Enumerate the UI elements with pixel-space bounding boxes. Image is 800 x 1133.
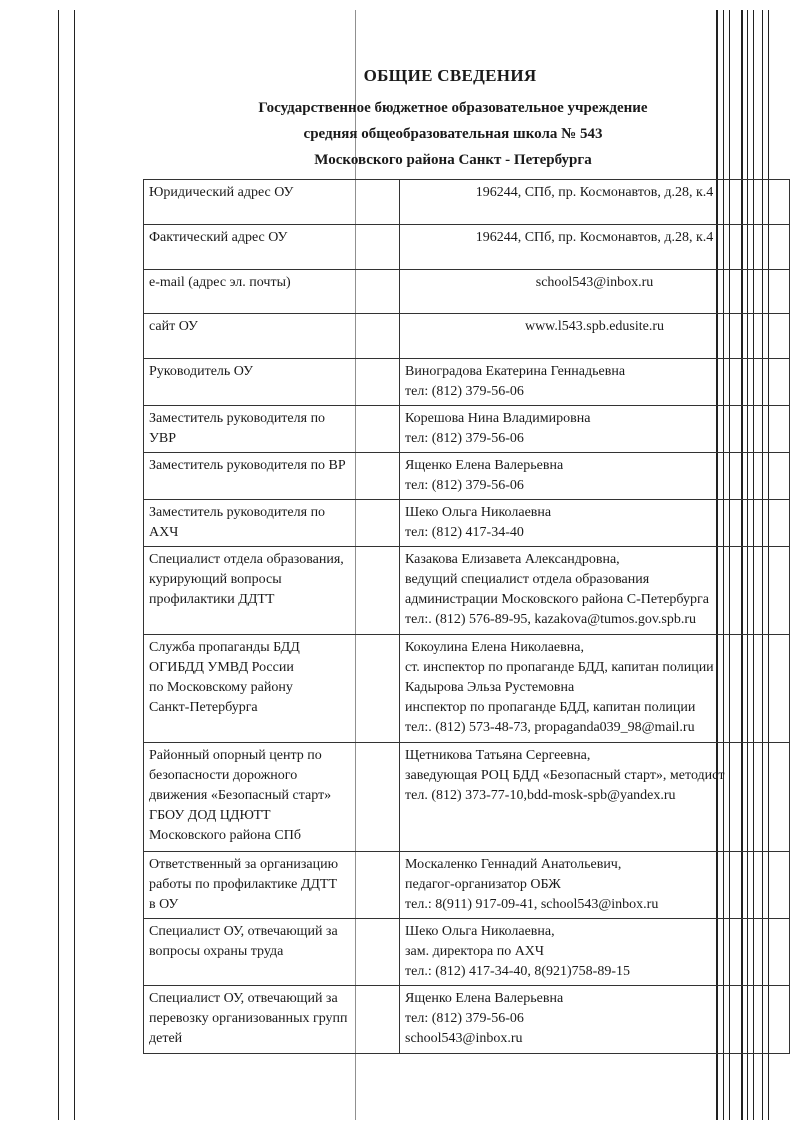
row-label	[144, 500, 400, 547]
row-label	[144, 547, 400, 635]
row-value	[400, 453, 790, 500]
label-line: безопасности дорожного	[149, 768, 298, 783]
value-line: тел:. (812) 573-48-73, propaganda039_98@mail.ru	[405, 720, 695, 735]
value-line: Корешова Нина Владимировна	[405, 411, 591, 426]
label-line: курирующий вопросы	[149, 572, 282, 587]
label-line: Заместитель руководителя по	[149, 505, 326, 520]
table-row	[144, 547, 790, 635]
subtitle-line-3: Московского района Санкт - Петербурга	[314, 152, 592, 168]
label-line: ОГИБДД УМВД России	[149, 660, 294, 675]
subtitle-line-1: Государственное бюджетное образовательное учреждение	[258, 100, 648, 116]
value-line: тел: (812) 379-56-06	[405, 1011, 524, 1026]
table-row	[144, 180, 790, 225]
label-line: работы по профилактике ДДТТ	[149, 877, 338, 892]
table-row	[144, 986, 790, 1054]
info-table	[143, 179, 790, 1054]
row-label	[144, 314, 400, 359]
label-line: Юридический адрес ОУ	[149, 185, 294, 200]
row-label	[144, 743, 400, 852]
value-line: тел. (812) 373-77-10,bdd-mosk-spb@yandex.ru	[405, 788, 676, 803]
value-line: тел: (812) 379-56-06	[405, 384, 524, 399]
value-line: Ященко Елена Валерьевна	[405, 991, 564, 1006]
row-value	[400, 919, 790, 986]
row-value	[400, 743, 790, 852]
subtitle-line-2: средняя общеобразовательная школа № 543	[303, 126, 603, 142]
row-value	[400, 986, 790, 1054]
row-label	[144, 270, 400, 314]
table-row	[144, 919, 790, 986]
value-line: Казакова Елизавета Александровна,	[405, 552, 620, 567]
table-row	[144, 225, 790, 270]
label-line: перевозку организованных групп	[149, 1011, 348, 1026]
value-line: тел:. (812) 576-89-95, kazakova@tumos.gov.spb.ru	[405, 612, 697, 627]
row-label	[144, 180, 400, 225]
value-line: зам. директора по АХЧ	[405, 944, 545, 959]
value-line: администрации Московского района С-Петербурга	[405, 592, 709, 607]
table-row	[144, 635, 790, 743]
value-line: Кадырова Эльза Рустемовна	[405, 680, 575, 695]
value-line: Щетникова Татьяна Сергеевна,	[405, 748, 591, 763]
value-line: ведущий специалист отдела образования	[405, 572, 650, 587]
row-label	[144, 359, 400, 406]
label-line: Специалист ОУ, отвечающий за	[149, 924, 338, 939]
label-line: Районный опорный центр по	[149, 748, 322, 763]
value-line: Москаленко Геннадий Анатольевич,	[405, 857, 622, 872]
row-value	[400, 225, 790, 270]
label-line: вопросы охраны труда	[149, 944, 284, 959]
label-line: Ответственный за организацию	[149, 857, 339, 872]
label-line: Заместитель руководителя по ВР	[149, 458, 346, 473]
row-label	[144, 406, 400, 453]
row-value	[400, 180, 790, 225]
table-row	[144, 406, 790, 453]
label-line: Московского района СПб	[149, 828, 301, 843]
table-row	[144, 500, 790, 547]
table-row	[144, 743, 790, 852]
row-value	[400, 359, 790, 406]
value-line: тел: (812) 379-56-06	[405, 431, 524, 446]
scan-line-left-1	[58, 10, 59, 1120]
label-line: АХЧ	[149, 525, 179, 540]
row-value	[400, 635, 790, 743]
value-line: 196244, СПб, пр. Космонавтов, д.28, к.4	[475, 230, 714, 245]
table-row	[144, 852, 790, 919]
row-value	[400, 547, 790, 635]
row-label	[144, 986, 400, 1054]
value-line: тел.: (812) 417-34-40, 8(921)758-89-15	[405, 964, 631, 979]
table-row	[144, 314, 790, 359]
value-line: заведующая РОЦ БДД «Безопасный старт», методист	[405, 768, 725, 783]
document-title: ОБЩИЕ СВЕДЕНИЯ	[363, 66, 537, 85]
label-line: детей	[149, 1031, 183, 1046]
label-line: по Московскому району	[149, 680, 293, 695]
label-line: Специалист отдела образования,	[149, 552, 344, 567]
label-line: Руководитель ОУ	[149, 364, 254, 379]
value-line: school543@inbox.ru	[405, 1031, 523, 1046]
label-line: в ОУ	[149, 897, 179, 912]
label-line: Фактический адрес ОУ	[149, 230, 288, 245]
row-value	[400, 406, 790, 453]
value-line: тел: (812) 417-34-40	[405, 525, 524, 540]
value-line: 196244, СПб, пр. Космонавтов, д.28, к.4	[475, 185, 714, 200]
row-value	[400, 270, 790, 314]
value-line: ст. инспектор по пропаганде БДД, капитан полиции	[405, 660, 714, 675]
row-value	[400, 500, 790, 547]
value-line: school543@inbox.ru	[535, 275, 654, 290]
label-line: e-mail (адрес эл. почты)	[149, 275, 291, 290]
row-value	[400, 852, 790, 919]
label-line: ГБОУ ДОД ЦДЮТТ	[149, 808, 271, 823]
scan-line-left-2	[74, 10, 75, 1120]
value-line: Ященко Елена Валерьевна	[405, 458, 564, 473]
value-line: тел.: 8(911) 917-09-41, school543@inbox.ru	[405, 897, 659, 912]
table-row	[144, 453, 790, 500]
value-line: тел: (812) 379-56-06	[405, 478, 524, 493]
value-line: инспектор по пропаганде БДД, капитан полиции	[405, 700, 696, 715]
label-line: Заместитель руководителя по	[149, 411, 326, 426]
value-line: Шеко Ольга Николаевна,	[405, 924, 555, 939]
row-value	[400, 314, 790, 359]
value-line: www.l543.spb.edusite.ru	[524, 319, 665, 334]
table-row	[144, 359, 790, 406]
row-label	[144, 635, 400, 743]
label-line: профилактики ДДТТ	[149, 592, 275, 607]
value-line: Кокоулина Елена Николаевна,	[405, 640, 584, 655]
value-line: Виноградова Екатерина Геннадьевна	[405, 364, 626, 379]
label-line: движения «Безопасный старт»	[149, 788, 332, 803]
row-label	[144, 225, 400, 270]
value-line: педагог-организатор ОБЖ	[405, 877, 561, 892]
row-label	[144, 852, 400, 919]
table-row	[144, 270, 790, 314]
label-line: УВР	[149, 431, 177, 446]
label-line: сайт ОУ	[149, 319, 198, 334]
row-label	[144, 919, 400, 986]
label-line: Специалист ОУ, отвечающий за	[149, 991, 338, 1006]
value-line: Шеко Ольга Николаевна	[405, 505, 552, 520]
label-line: Санкт-Петербурга	[149, 700, 258, 715]
label-line: Служба пропаганды БДД	[149, 640, 300, 655]
row-label	[144, 453, 400, 500]
